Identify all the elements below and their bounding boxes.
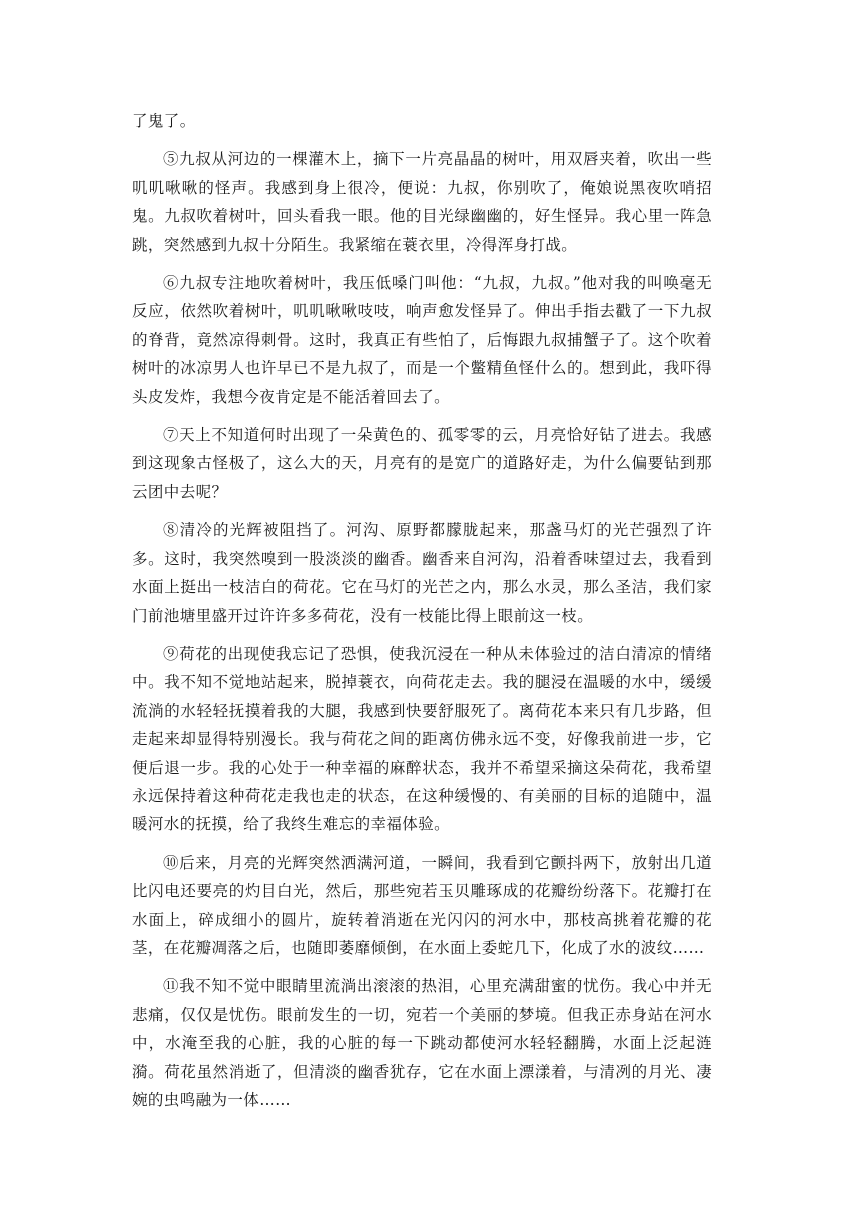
paragraph-11: ⑪我不知不觉中眼睛里流淌出滚滚的热泪，心里充满甜蜜的忧伤。我心中并无悲痛，仅仅是忧伤。眼前发生的一切，宛若一个美丽的梦境。但我正赤身站在河水中，水淹至我的心脏，我的心脏的每一下跳动都使河水轻轻翻腾，水面上泛起涟漪。荷花虽然消逝了，但清淡的幽香犹存，它在水面上漂漾着，与清冽的月光、凄婉的虫鸣融为一体…… xyxy=(132,977,712,1109)
paragraph-10: ⑩后来，月亮的光辉突然洒满河道，一瞬间，我看到它颤抖两下，放射出几道比闪电还要亮的灼目白光，然后，那些宛若玉贝雕琢成的花瓣纷纷落下。花瓣打在水面上，碎成细小的圆片，旋转着消逝在光闪闪的河水中，那枝高挑着花瓣的花茎，在花瓣凋落之后，也随即萎靡倾倒，在水面上委蛇几下，化成了水的波纹…… xyxy=(132,853,712,957)
paragraph-9: ⑨荷花的出现使我忘记了恐惧，使我沉浸在一种从未体验过的洁白清凉的情绪中。我不知不觉地站起来，脱掉蓑衣，向荷花走去。我的腿浸在温暖的水中，缓缓流淌的水轻轻抚摸着我的大腿，我感到快要舒服死了。离荷花本来只有几步路，但走起来却显得特别漫长。我与荷花之间的距离仿佛永远不变，好像我前进一步，它便后退一步。我的心处于一种幸福的麻醉状态，我并不希望采摘这朵荷花，我希望永远保持着这种荷花走我也走的状态，在这种缓慢的、有美丽的目标的追随中，温暖河水的抚摸，给了我终生难忘的幸福体验。 xyxy=(132,644,712,834)
paragraph-8: ⑧清冷的光辉被阻挡了。河沟、原野都朦胧起来，那盏马灯的光芒强烈了许多。这时，我突然嗅到一股淡淡的幽香。幽香来自河沟，沿着香味望过去，我看到水面上挺出一枝洁白的荷花。它在马灯的光芒之内，那么水灵，那么圣洁，我们家门前池塘里盛开过许许多多荷花，没有一枝能比得上眼前这一枝。 xyxy=(132,521,712,625)
paragraph-6: ⑥九叔专注地吹着树叶，我压低嗓门叫他：“九叔，九叔。”他对我的叫唤毫无反应，依然吹着树叶，叽叽啾啾吱吱，响声愈发怪异了。伸出手指去戳了一下九叔的脊背，竟然凉得刺骨。这时，我真正有些怕了，后悔跟九叔捕蟹子了。这个吹着树叶的冰凉男人也许早已不是九叔了，而是一个鳖精鱼怪什么的。想到此，我吓得头皮发炸，我想今夜肯定是不能活着回去了。 xyxy=(132,274,712,406)
paragraph-7: ⑦天上不知道何时出现了一朵黄色的、孤零零的云，月亮恰好钻了进去。我感到这现象古怪极了，这么大的天，月亮有的是宽广的道路好走，为什么偏要钻到那云团中去呢？ xyxy=(132,426,712,501)
article-body xyxy=(132,107,712,1124)
paragraph-continuation: 了鬼了。 xyxy=(132,112,196,130)
paragraph-5: ⑤九叔从河边的一棵灌木上，摘下一片亮晶晶的树叶，用双唇夹着，吹出一些叽叽啾啾的怪声。我感到身上很冷，便说：九叔，你别吹了，俺娘说黑夜吹哨招鬼。九叔吹着树叶，回头看我一眼。他的目光绿幽幽的，好生怪异。我心里一阵急跳，突然感到九叔十分陌生。我紧缩在蓑衣里，冷得浑身打战。 xyxy=(132,150,712,254)
